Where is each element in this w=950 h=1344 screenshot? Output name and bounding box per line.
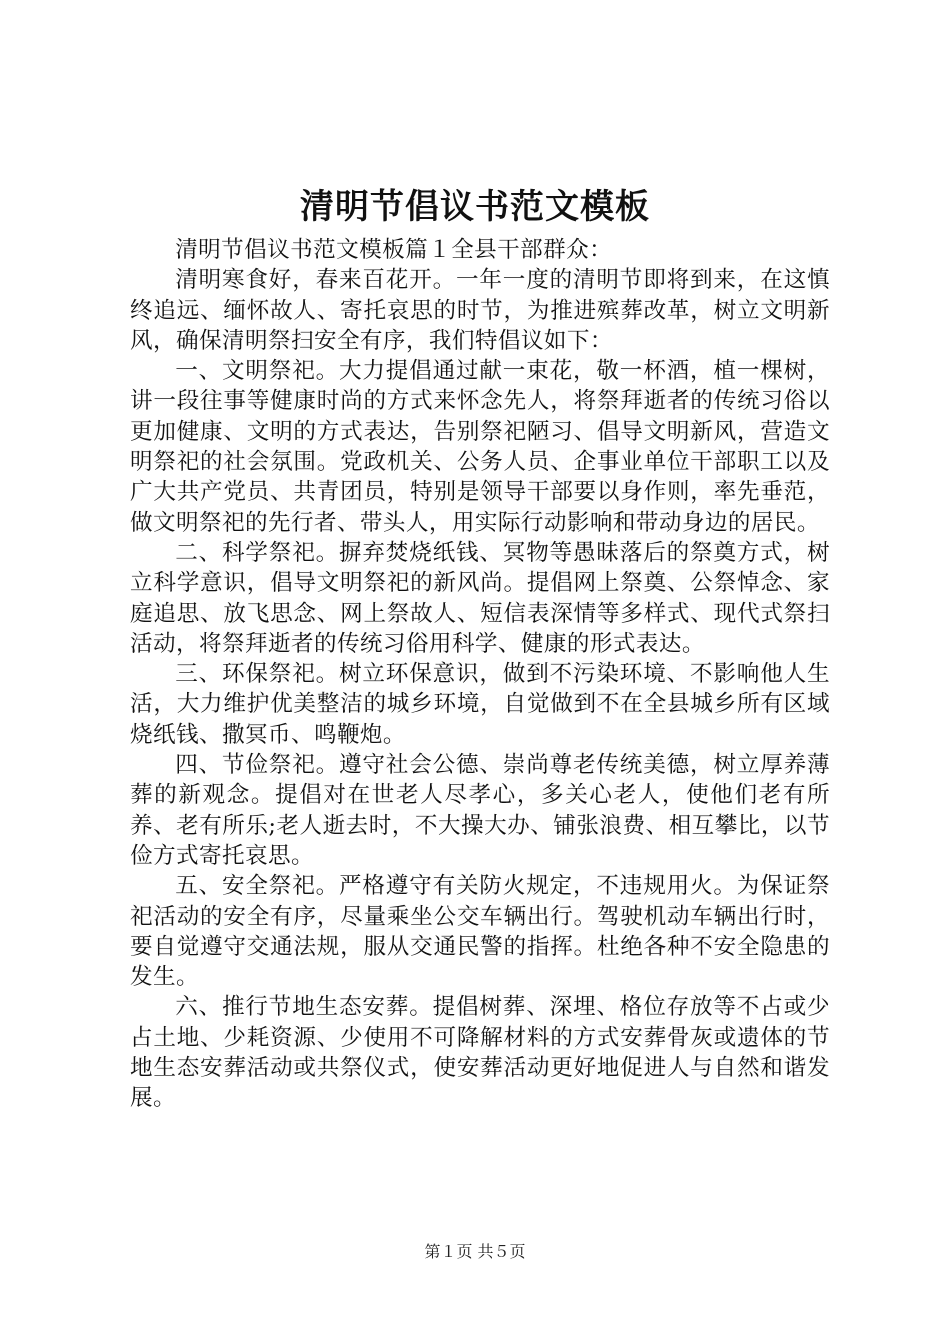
- paragraph-eco-worship: 三、环保祭祀。树立环保意识，做到不污染环境、不影响他人生活，大力维护优美整洁的城乡环境，自觉做到不在全县城乡所有区域烧纸钱、撒冥币、鸣鞭炮。: [130, 661, 830, 748]
- document-body: [130, 235, 830, 1114]
- paragraph-frugal-worship: 四、节俭祭祀。遵守社会公德、崇尚尊老传统美德，树立厚养薄葬的新观念。提倡对在世老人尽孝心，多关心老人，使他们老有所养、老有所乐;老人逝去时，不大操大办、铺张浪费、相互攀比，以节俭方式寄托哀思。: [130, 752, 830, 869]
- paragraph-eco-burial: 六、推行节地生态安葬。提倡树葬、深埋、格位存放等不占或少占土地、少耗资源、少使用不可降解材料的方式安葬骨灰或遗体的节地生态安葬活动或共祭仪式，使安葬活动更好地促进人与自然和谐发展。: [130, 994, 830, 1112]
- paragraph-safe-worship: 五、安全祭祀。严格遵守有关防火规定，不违规用火。为保证祭祀活动的安全有序，尽量乘坐公交车辆出行。驾驶机动车辆出行时，要自觉遵守交通法规，服从交通民警的指挥。杜绝各种不安全隐患的发生。: [130, 873, 830, 991]
- paragraph-opening: 清明寒食好，春来百花开。一年一度的清明节即将到来，在这慎终追远、缅怀故人、寄托哀思的时节，为推进殡葬改革，树立文明新风，确保清明祭扫安全有序，我们特倡议如下：: [130, 267, 830, 354]
- document-title: 清明节倡议书范文模板: [300, 187, 650, 227]
- paragraph-scientific-worship: 二、科学祭祀。摒弃焚烧纸钱、冥物等愚昧落后的祭奠方式，树立科学意识，倡导文明祭祀的新风尚。提倡网上祭奠、公祭悼念、家庭追思、放飞思念、网上祭故人、短信表深情等多样式、现代式祭扫活动，将祭拜逝者的传统习俗用科学、健康的形式表达。: [130, 539, 830, 657]
- paragraph-civilized-worship: 一、文明祭祀。大力提倡通过献一束花，敬一杯酒，植一棵树，讲一段往事等健康时尚的方式来怀念先人，将祭拜逝者的传统习俗以更加健康、文明的方式表达，告别祭祀陋习、倡导文明新风，营造文明祭祀的社会氛围。党政机关、公务人员、企事业单位干部职工以及广大共产党员、共青团员，特别是领导干部要以身作则，率先垂范，做文明祭祀的先行者、带头人，用实际行动影响和带动身边的居民。: [130, 358, 830, 536]
- page-footer: 第１页 共５页: [424, 1242, 526, 1261]
- paragraph-intro: 清明节倡议书范文模板篇１全县干部群众：: [175, 237, 613, 263]
